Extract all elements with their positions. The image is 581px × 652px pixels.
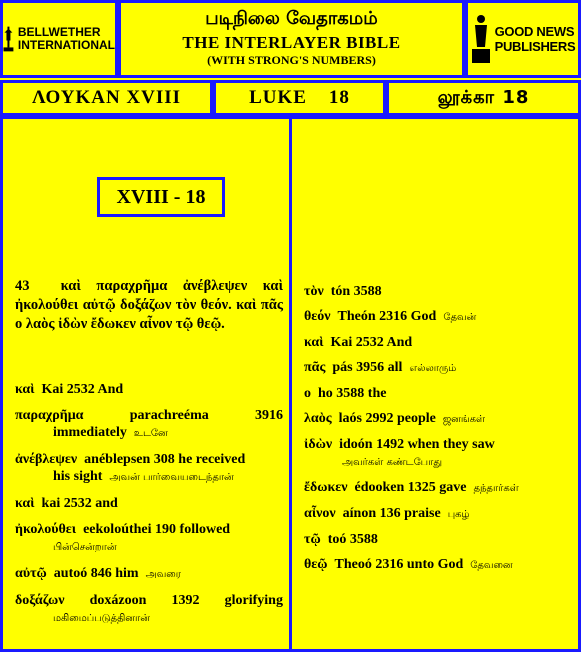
tamil-gloss: அவர்கள் கண்டபோது — [342, 457, 443, 468]
reference-tamil-box — [386, 80, 581, 116]
tamil-gloss: தந்தார்கள் — [473, 483, 519, 494]
word-entry — [304, 334, 579, 351]
right-logo-text — [495, 24, 576, 54]
tamil-gloss: ஜனங்கள் — [442, 414, 486, 425]
word-entry — [304, 385, 579, 402]
reference-greek-box — [0, 80, 213, 116]
word-entry — [15, 592, 283, 627]
figure-logo-icon — [471, 13, 491, 65]
title-box — [118, 0, 465, 78]
greek-word: αὐτῷ — [15, 566, 47, 581]
title-subtitle: (WITH STRONG'S NUMBERS) — [207, 53, 376, 67]
greek-word: θεόν — [304, 309, 331, 324]
entry-line: toó 3588 — [327, 532, 378, 547]
reference-tamil: லூக்கா 18 — [437, 86, 530, 108]
greek-word: δοξάζων — [15, 593, 65, 608]
strongs-number: 1392 — [171, 593, 200, 608]
left-column — [0, 116, 292, 652]
greek-word: πᾶς — [304, 360, 326, 375]
greek-word: καὶ — [15, 382, 35, 397]
tamil-gloss: தேவன் — [443, 312, 477, 323]
word-entry — [304, 531, 579, 548]
chapter-label: XVIII - 18 — [97, 177, 225, 217]
tamil-gloss: புகழ் — [447, 509, 470, 520]
reference-english-chapter: 18 — [328, 87, 350, 108]
entry-line: ho 3588 the — [318, 386, 387, 401]
word-entry — [15, 407, 283, 442]
word-entry — [15, 565, 283, 583]
entry-line: Theoó 2316 unto God — [334, 557, 464, 572]
entry-line: anéblepsen 308 he received — [84, 452, 246, 467]
verse-greek-text: καὶ παραχρῆμα ἀνέβλεψεν καὶ ἠκολούθει αὐτῷ δοξάζων τὸν θεόν. καὶ πᾶς ο λαὸς ἰδὼν ἔδωκεν αἶνον τῷ θεῷ. — [15, 278, 284, 332]
title-tamil: படிநிலை வேதாகமம் — [205, 8, 378, 29]
word-entry — [304, 410, 579, 428]
tamil-gloss: எல்லாரும் — [409, 363, 457, 374]
entry-line: pás 3956 all — [332, 360, 403, 375]
left-logo-line1: BELLWETHER — [17, 25, 101, 39]
left-entries-list — [15, 381, 283, 636]
reference-greek: ΛΟΥΚΑΝ XVIII — [31, 87, 182, 108]
word-entry — [304, 359, 579, 377]
entry-line: idoón 1492 when they saw — [339, 437, 495, 452]
word-entry — [304, 479, 579, 497]
greek-word: τὸν — [304, 284, 324, 299]
greek-word: ἠκολούθει — [15, 522, 77, 537]
greek-word: παραχρῆμα — [15, 408, 84, 423]
entry-line: kai 2532 and — [41, 496, 118, 511]
tamil-gloss: உடனே — [133, 428, 168, 439]
greek-word: αἶνον — [304, 506, 336, 521]
entry-line: Theón 2316 God — [337, 309, 437, 324]
left-logo-line2: INTERNATIONAL — [17, 38, 115, 52]
right-logo-line2: PUBLISHERS — [494, 39, 576, 54]
reference-english-box — [213, 80, 386, 116]
word-entry — [304, 436, 579, 471]
entry-line: eekoloúthei 190 followed — [83, 522, 231, 537]
entry-line: autoó 846 him — [53, 566, 139, 581]
left-logo-box — [0, 0, 118, 78]
entry-line: tón 3588 — [330, 284, 382, 299]
tamil-gloss: பின்சென்றான் — [53, 542, 117, 553]
word-entry — [304, 308, 579, 326]
strongs-number: 3916 — [254, 408, 283, 423]
entry-continuation: his sight — [53, 469, 103, 484]
verse-text-block — [15, 277, 283, 334]
verse-number: 43 — [15, 278, 30, 294]
greek-word: ἀνέβλεψεν — [15, 452, 78, 467]
entry-line: édooken 1325 gave — [354, 480, 467, 495]
right-entries-list — [304, 283, 579, 582]
word-entry — [15, 381, 283, 398]
right-column — [289, 116, 581, 652]
entry-continuation: immediately — [53, 425, 127, 440]
reference-english-book: LUKE — [249, 87, 307, 108]
word-entry — [15, 521, 283, 556]
tamil-gloss: அவரை — [145, 569, 181, 580]
transliteration: parachreéma — [129, 408, 209, 423]
greek-word: ο — [304, 386, 311, 401]
entry-line: laós 2992 people — [338, 411, 436, 426]
greek-word: τῷ — [304, 532, 321, 547]
tamil-gloss: மகிமைப்படுத்தினான் — [53, 613, 150, 624]
right-logo-line1: GOOD NEWS — [494, 24, 575, 39]
figure-logo-icon — [3, 12, 14, 66]
greek-word: θεῷ — [304, 557, 328, 572]
left-logo-text — [18, 26, 115, 52]
greek-word: λαὸς — [304, 411, 332, 426]
entry-line: Kai 2532 And — [330, 335, 413, 350]
entry-line: aínon 136 praise — [342, 506, 441, 521]
entry-line: Kai 2532 And — [41, 382, 124, 397]
greek-word: ἔδωκεν — [304, 480, 348, 495]
word-entry — [304, 283, 579, 300]
transliteration: doxázoon — [89, 593, 147, 608]
tamil-gloss: தேவனை — [470, 560, 513, 571]
title-english: THE INTERLAYER BIBLE — [182, 33, 401, 52]
greek-word: καὶ — [304, 335, 324, 350]
word-entry — [15, 495, 283, 512]
word-entry — [304, 556, 579, 574]
tamil-gloss: அவன் பார்வையடைந்தான் — [109, 472, 234, 483]
english-gloss: glorifying — [224, 593, 283, 608]
word-entry — [304, 505, 579, 523]
greek-word: ἰδὼν — [304, 437, 333, 452]
word-entry — [15, 451, 283, 486]
right-logo-box — [465, 0, 581, 78]
greek-word: καὶ — [15, 496, 35, 511]
